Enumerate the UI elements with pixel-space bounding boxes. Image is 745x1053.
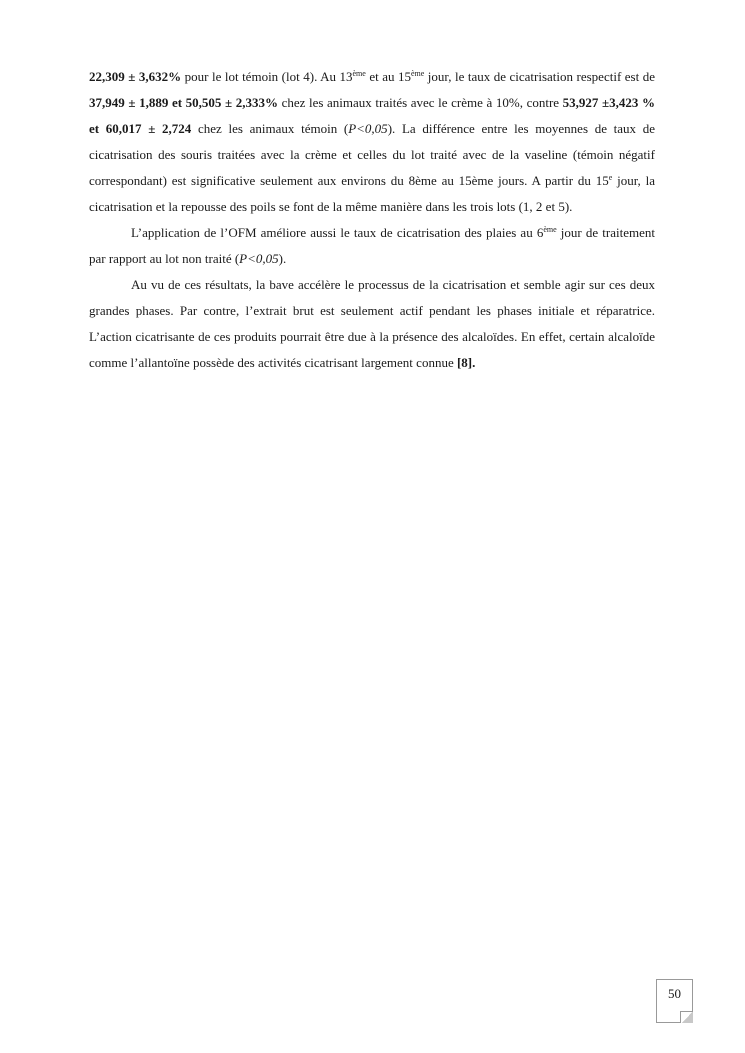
text-run: chez les animaux traités avec le crème à 10%, contre: [277, 95, 563, 110]
superscript: ème: [352, 69, 366, 78]
text-run: pour le lot témoin (lot 4). Au 13: [181, 69, 353, 84]
superscript: ème: [410, 69, 425, 78]
p-value: P<0,05: [239, 251, 279, 266]
page-curl-icon: [680, 1011, 693, 1023]
paragraph-results-control: [89, 64, 655, 220]
page-number-box: [656, 979, 693, 1023]
text-run: ). La différence entre les moyennes de taux de cicatrisation des souris traitées avec la crème et celles du lot traité avec de la vaseline (témoin négatif correspondant) est significative seulement aux environs du 8ème au 15ème jours. A partir du 15: [89, 121, 655, 188]
superscript: e: [608, 173, 613, 182]
text-run: jour de traitement par rapport au lot non traité (: [89, 225, 655, 266]
text-run: Au vu de ces résultats, la bave accélère le processus de la cicatrisation et semble agir sur ces deux grandes phases. Par contre, l’extrait brut est seulement actif pendant les phases initiale et réparatrice. L’action cicatrisante de ces produits pourrait être due à la présence des alcaloïdes. En effet, certain alcaloïde comme l’allantoïne possède des activités cicatrisant largement connue: [89, 277, 655, 370]
text-run: chez les animaux témoin (: [191, 121, 349, 136]
paragraph-ofm: [89, 220, 655, 272]
text-run: ).: [278, 251, 287, 266]
superscript: ème: [543, 225, 557, 234]
page-number: 50: [668, 986, 681, 1001]
body-text: [89, 64, 655, 376]
text-run: jour, la cicatrisation et la repousse des poils se font de la même manière dans les trois lots (1, 2 et 5).: [89, 173, 655, 214]
value-bold: 22,309 ± 3,632%: [89, 69, 182, 84]
value-bold: 37,949 ± 1,889 et 50,505 ± 2,333%: [89, 95, 278, 110]
text-run: L’application de l’OFM améliore aussi le taux de cicatrisation des plaies au 6: [131, 225, 544, 240]
citation: [8].: [456, 355, 476, 370]
text-run: et au 15: [365, 69, 411, 84]
p-value: P<0,05: [348, 121, 388, 136]
paragraph-conclusion: [89, 272, 655, 376]
value-bold: 53,927 ±3,423 % et 60,017 ± 2,724: [89, 95, 655, 136]
text-run: jour, le taux de cicatrisation respectif est de: [424, 69, 655, 84]
